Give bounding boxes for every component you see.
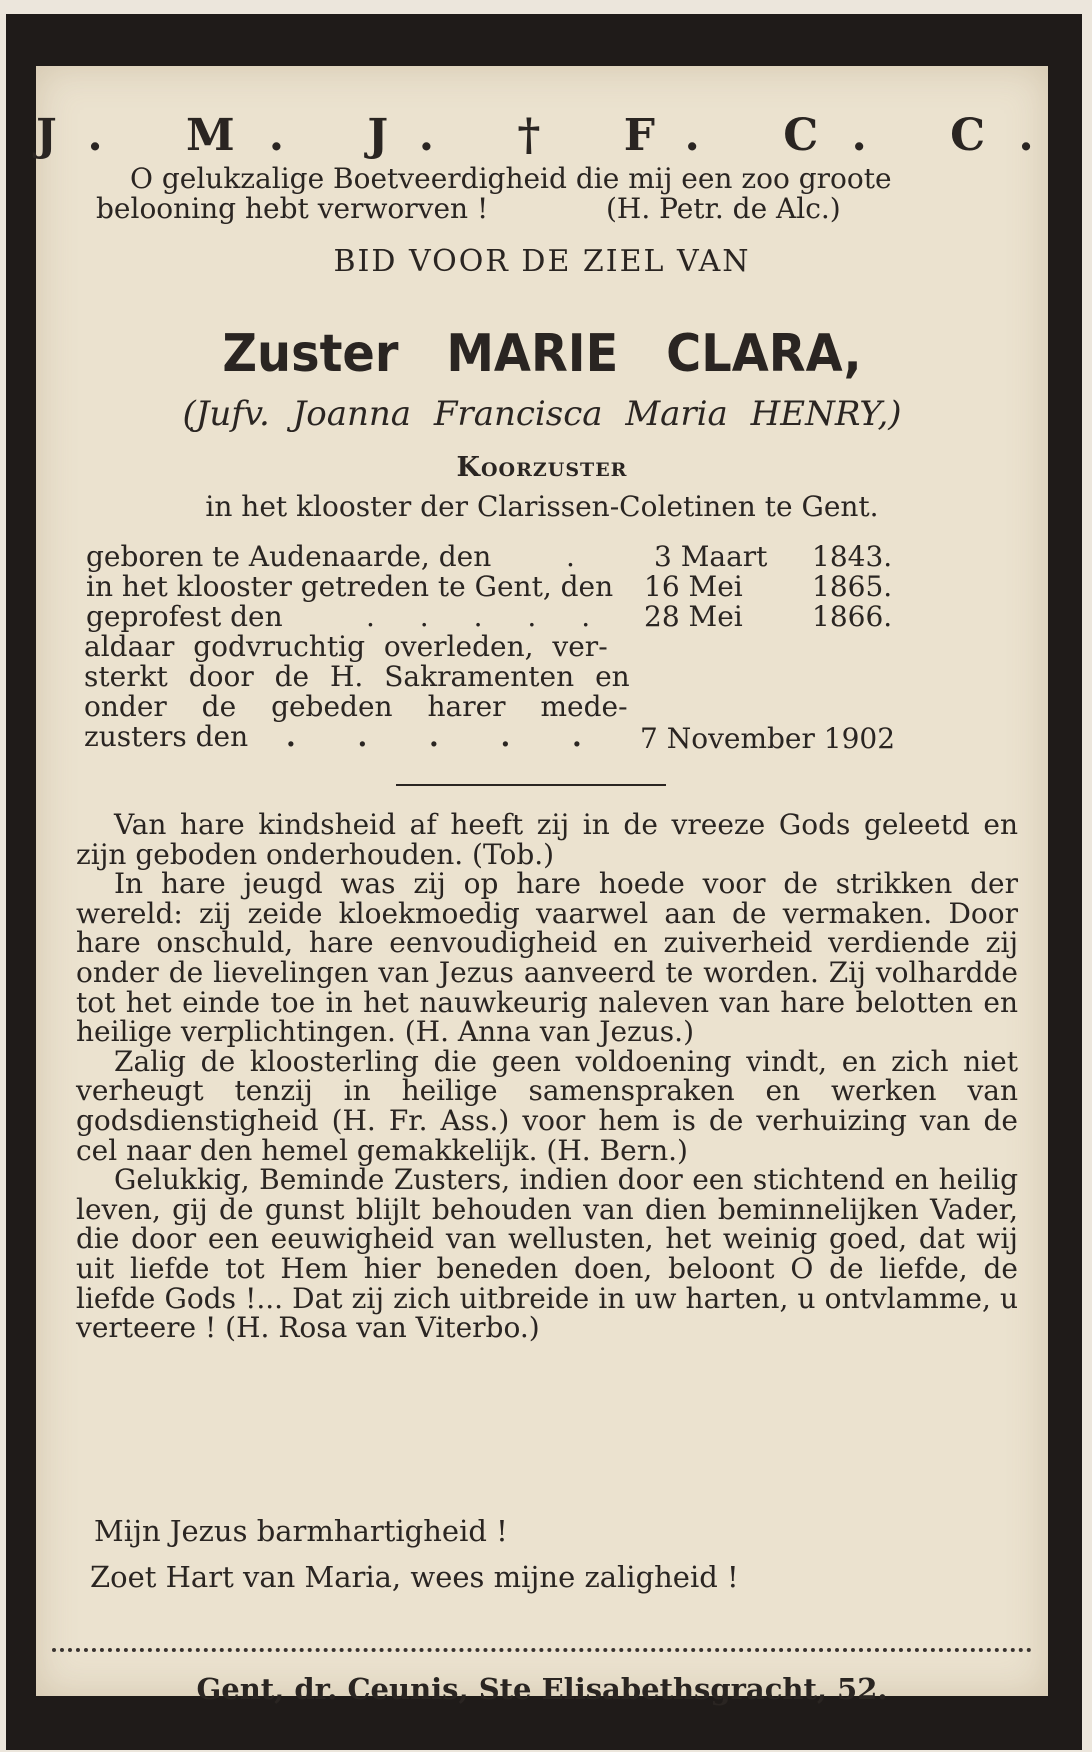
death-line-1: aldaar godvruchtig overleden, ver- (84, 630, 608, 663)
prayer-1: Mijn Jezus barmhartigheid ! (94, 1514, 508, 1548)
death-last-text: zusters den (84, 720, 249, 753)
body-text (76, 810, 1018, 1343)
date-day-profession: 28 Mei (644, 600, 743, 633)
card-paper (36, 66, 1068, 1706)
memorial-card (6, 14, 1082, 1750)
prayer-2: Zoet Hart van Maria, wees mijne zaligheid ! (90, 1560, 739, 1594)
date-year-profession: 1866. (812, 600, 893, 633)
quote-line-2: belooning hebt verworven ! (96, 192, 489, 225)
name-last: CLARA, (666, 324, 862, 384)
quote-source: (H. Petr. de Alc.) (606, 192, 841, 225)
convent: in het klooster der Clarissen-Coletinen te Gent. (205, 490, 879, 523)
dotted-divider (52, 1648, 1032, 1652)
divider-rule (396, 784, 666, 786)
name-first: MARIE (446, 324, 619, 384)
paragraph: Gelukkig, Beminde Zusters, indien door een stichtend en heilig leven, gij de gunst blijlt behouden van dien beminnelijken Vader, die door een eeuwigheid van wellusten, het weinig goed, dat wij uit liefde tot Hem hier beneden doen, beloont O de liefde, de liefde Gods !... Dat zij zich uitbreide in uw harten, u ontvlamme, u verteere ! (H. Rosa van Viterbo.) (76, 1163, 1018, 1345)
title: Koorzuster (456, 452, 628, 483)
date-year-birth: 1843. (812, 540, 893, 573)
death-line-3: onder de gebeden harer mede- (84, 690, 628, 723)
printer-imprint: Gent, dr. Ceunis, Ste Elisabethsgracht, 52. (196, 1672, 888, 1706)
death-date: 7 November 1902 (640, 722, 896, 755)
quote-line-1: O gelukzalige Boetveerdigheid die mij een zoo groote (130, 162, 892, 195)
death-line-2: sterkt door de H. Sakramenten en (84, 660, 630, 693)
deceased-name (76, 324, 1007, 384)
date-dots-birth: . (566, 540, 575, 573)
date-year-entry: 1865. (812, 570, 893, 603)
heading: BID VOOR DE ZIEL VAN (333, 244, 751, 279)
birth-name: (Jufv. Joanna Francisca Maria HENRY,) (182, 394, 902, 434)
date-text-entry: in het klooster getreden te Gent, den (86, 570, 614, 603)
paragraph: In hare jeugd was zij op hare hoede voor de strikken der wereld: zij zeide kloekmoedig vaarwel aan de vermaken. Door hare onschuld, hare eenvoudigheid en zuiverheid verdiende zij onder de lievelingen van Jezus aanveerd te worden. Zij volhardde tot het einde toe in het nauwkeurig naleven van hare belotten en heilige verplichtingen. (H. Anna van Jezus.) (76, 867, 1018, 1049)
paragraph: Zalig de kloosterling die geen voldoening vindt, en zich niet verheugt tenzij in heilige samenspraken en werken van godsdienstigheid (H. Fr. Ass.) voor hem is de verhuizing van de cel naar den hemel gemakkelijk. (H. Bern.) (76, 1044, 1018, 1167)
date-dots-profession: . . . . . (366, 600, 609, 633)
paragraph: Van hare kindsheid af heeft zij in de vreeze Gods geleetd en zijn geboden onderhouden. (Tob.) (76, 808, 1018, 871)
name-prefix: Zuster (222, 324, 399, 384)
death-last-dots: . . . . . (286, 720, 608, 753)
date-text-profession: geprofest den (86, 600, 283, 633)
monogram: J. M. J. † F. C. C. (36, 110, 1068, 161)
date-text-birth: geboren te Audenaarde, den (86, 540, 492, 573)
date-day-entry: 16 Mei (644, 570, 743, 603)
date-day-birth: 3 Maart (654, 540, 768, 573)
